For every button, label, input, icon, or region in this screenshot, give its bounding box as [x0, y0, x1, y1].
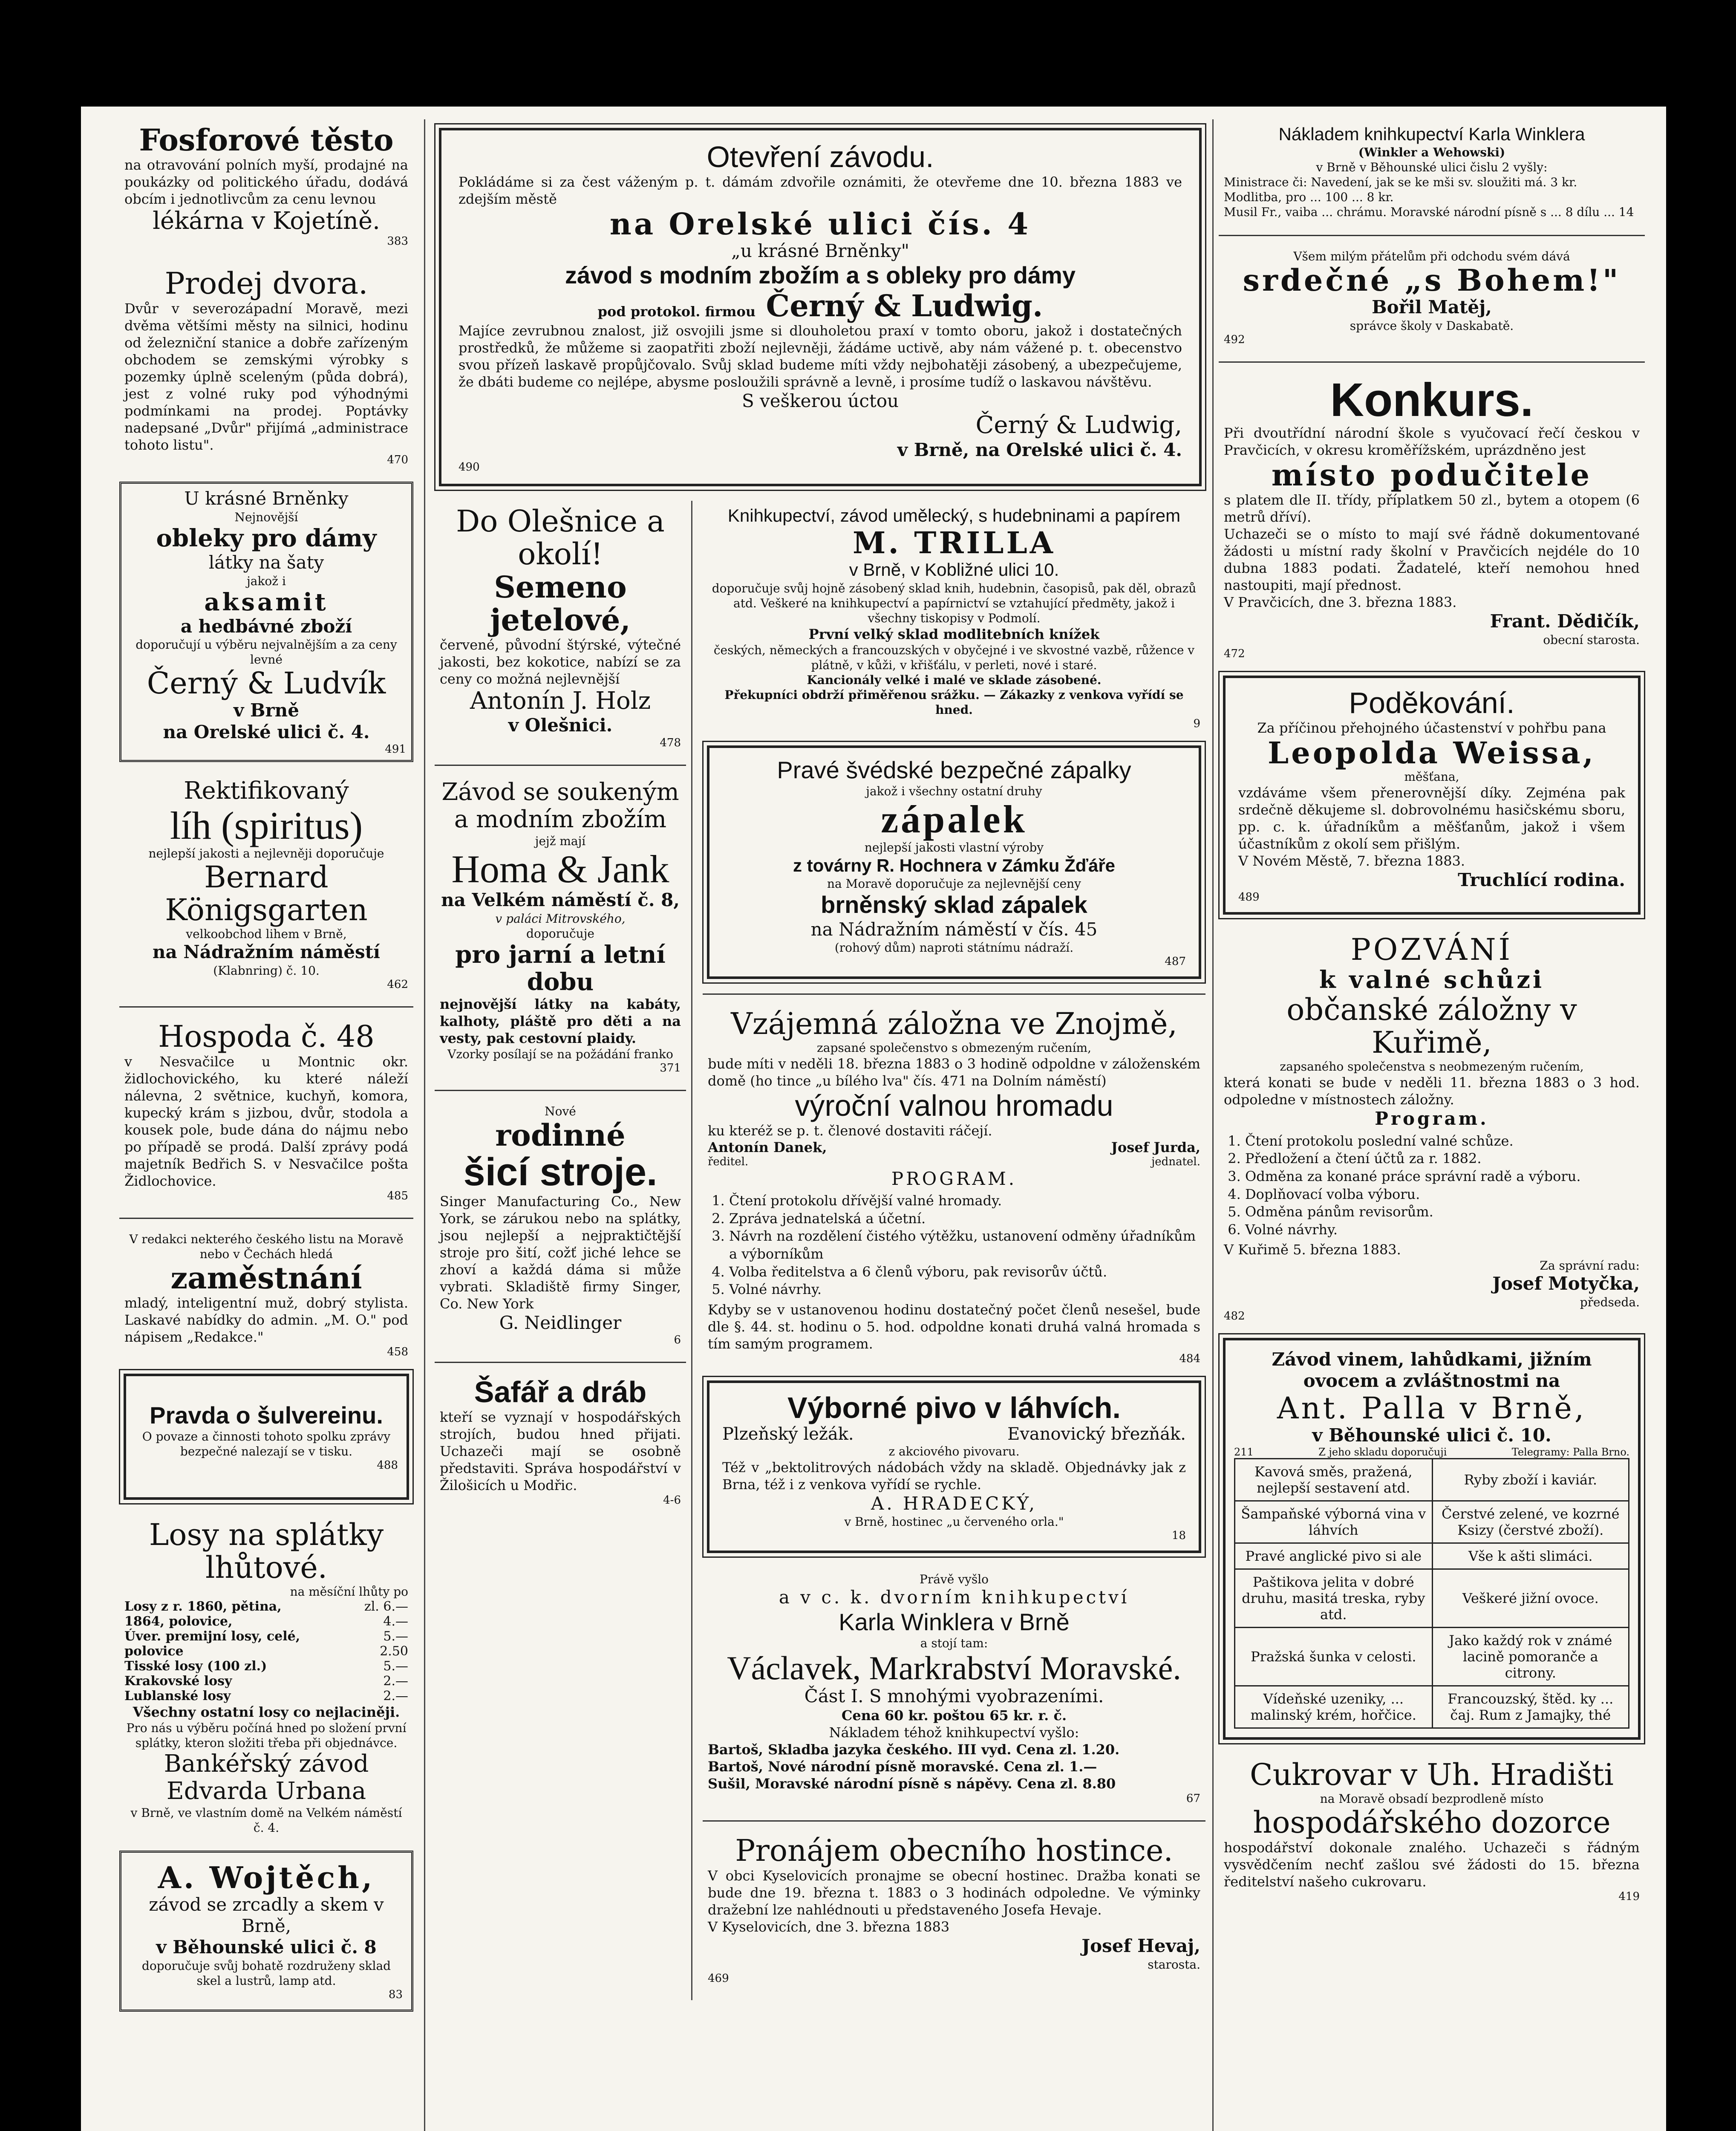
ad-body: bude míti v neděli 18. března 1883 o 3 hodině odpoldne v záloženském domě (ho tince „u bílého lva" čís. 471 na Dolním náměstí) — [708, 1055, 1200, 1089]
ad-firm: Bernard Königsgarten — [165, 860, 368, 928]
ad-number: 482 — [1224, 1309, 1245, 1322]
ad-title: Vzájemná záložna ve Znojmě, — [731, 1006, 1177, 1041]
ad-address: v Brně, ve vlastním domě na Velkém náměstí č. 4. — [130, 1805, 402, 1835]
program-item: 4. Volba ředitelstva a 6 členů výboru, pak revisorův účtů. — [729, 1263, 1200, 1281]
ad-hostinec — [703, 1830, 1205, 1989]
ad-firm: Černý & Ludwig. — [766, 288, 1043, 323]
ad-number: 490 — [459, 460, 480, 474]
ad-line: a modním zbožím — [454, 806, 667, 834]
losy-row — [124, 1659, 408, 1674]
ad-firm: G. Neidlinger — [499, 1312, 622, 1333]
palla-cell: Ryby zboží i kaviár. — [1432, 1458, 1629, 1501]
ad-title: místo podučitele — [1271, 457, 1592, 493]
ad-number: 462 — [387, 978, 408, 991]
ad-pivo — [707, 1380, 1201, 1553]
ad-fosfor — [119, 119, 413, 252]
ad-body: Pokládáme si za čest váženým p. t. dámám zdvořile oznámiti, že otevřeme dne 10. března 1883 ve zdejším městě — [459, 174, 1182, 207]
ad-address: v paláci Mitrovského, — [495, 911, 626, 926]
ad-number: 18 — [1171, 1529, 1186, 1542]
ad-title: Cukrovar v Uh. Hradišti — [1250, 1757, 1614, 1792]
palla-row — [1235, 1501, 1629, 1543]
program-item: 2. Předložení a čtení účtů za r. 1882. — [1245, 1150, 1640, 1168]
ad-line: doporučuje — [526, 926, 594, 941]
ad-line: Všechny ostatní losy co nejlaciněji. — [133, 1704, 400, 1720]
ad-address: na Nádražním náměstí v čís. 45 — [810, 918, 1098, 940]
ad-number: 470 — [387, 453, 408, 467]
column-rule — [1212, 119, 1214, 2131]
ad-line: v Běhounské ulici č. 8 — [156, 1937, 377, 1958]
ad-body: doporučuje svůj bohatě rozdruženy sklad skel a lustrů, lamp atd. — [141, 1958, 391, 1988]
palla-cell: Vídeňské uzeniky, ... malinský krém, hořčice. — [1235, 1686, 1433, 1728]
ad-title: POZVÁNÍ — [1350, 932, 1513, 967]
losy-row — [124, 1629, 408, 1644]
ad-address: (Klabnring) č. 10. — [213, 963, 320, 978]
ad-line: nejlepší jakosti vlastní výroby — [864, 840, 1044, 855]
ad-title: Prodej dvora. — [164, 266, 368, 301]
ad-title: A. Wojtěch, — [158, 1860, 375, 1895]
ad-number: 489 — [1238, 891, 1260, 904]
ad-title: líh (spiritus) — [170, 803, 363, 847]
program-item: 5. Odměna pánům revisorům. — [1245, 1203, 1640, 1221]
ad-body: V obci Kyselovicích pronajme se obecní hostinec. Dražba konati se bude dne 19. března t. 1883 o 3 hodinách odpoledne. Ve výminky dražební lze nahlédnouti u představeného Josefa Hevaje. — [708, 1868, 1200, 1918]
ad-line: jakož i — [247, 574, 286, 588]
ad-body: vzdáváme všem přenerovnější díky. Zejména pak srdečně děkujeme sl. dobrovolnému hasičskému sboru, pp. c. k. úřadníkům a měšťanům, jakož i všem účastníkům z okolí sem přišlým. — [1238, 784, 1625, 852]
ad-dvur — [119, 263, 413, 471]
ad-address: v Brně, v Kobližné ulici 10. — [849, 560, 1059, 580]
divider — [119, 1006, 413, 1008]
palla-cell: Francouzský, štěd. ky ... čaj. Rum z Jamajky, thé — [1432, 1686, 1629, 1728]
ad-naklad — [1219, 119, 1645, 224]
ad-zalozna — [703, 1003, 1205, 1369]
ad-date: V Kuřimě 5. března 1883. — [1224, 1242, 1401, 1258]
ad-heading: PROGRAM. — [891, 1168, 1017, 1189]
ad-body: nejnovější látky na kabáty, kalhoty, pláště pro děti a na vesty, pak cestovní plaidy. — [440, 996, 681, 1047]
program-item: 4. Doplňovací volba výboru. — [1245, 1186, 1640, 1204]
ad-body: nejlepší jakosti a nejlevněji doporučuje — [148, 846, 384, 861]
divider — [435, 1090, 686, 1091]
ad-redakce — [119, 1227, 413, 1363]
ad-line: Nejnovější — [234, 510, 298, 524]
ad-zapalky — [707, 745, 1201, 979]
ad-title: Václavek, Markrabství Moravské. — [727, 1649, 1181, 1687]
ad-signature: Josef Motyčka, — [1492, 1273, 1640, 1294]
ad-body: hospodářství dokonale znalého. Uchazeči s řádným vysvědčením nechť zašlou své žádosti do 15. března ředitelství našeho cukrovaru. — [1224, 1839, 1640, 1890]
ad-number: 6 — [674, 1334, 681, 1347]
program-item: 1. Čtení protokolu poslední valné schůze. — [1245, 1132, 1640, 1150]
ad-number: 484 — [1179, 1352, 1200, 1365]
palla-cell: Pražská šunka v celosti. — [1235, 1627, 1433, 1686]
ad-signature: Frant. Dědičík, — [1490, 611, 1640, 632]
ad-number: 487 — [1165, 955, 1186, 968]
ad-heading: Program. — [1375, 1108, 1489, 1129]
palla-cell: Veškeré jižní ovoce. — [1432, 1569, 1629, 1627]
ad-line: v Brně v Běhounské ulici čislu 2 vyšly: — [1316, 160, 1548, 175]
ad-title: zápalek — [881, 797, 1027, 841]
middle-subcol-left — [435, 501, 692, 2000]
ad-title: Šafář a dráb — [474, 1375, 647, 1409]
book-item: Modlitba, pro ... 100 ... 8 kr. — [1224, 190, 1394, 205]
program-item: 3. Odměna za konané práce správní radě a výboru. — [1245, 1168, 1640, 1186]
ad-line: zapsaného společenstva s neobmezeným ručením, — [1280, 1060, 1584, 1074]
program-item: 2. Zpráva jednatelská a účetní. — [729, 1210, 1200, 1228]
palla-cell: Čerstvé zelené, ve kozrné Ksizy (čerstvé zboží). — [1432, 1501, 1629, 1543]
ad-line: rodinné — [495, 1117, 626, 1153]
ad-hospoda — [119, 1016, 413, 1207]
ad-number: 491 — [385, 743, 406, 756]
ad-line: z akciového pivovaru. — [888, 1444, 1020, 1458]
palla-cell: Vše k ašti slimáci. — [1432, 1543, 1629, 1569]
ad-podekovani — [1223, 676, 1641, 915]
losy-row — [124, 1599, 408, 1614]
program-item: 6. Volné návrhy. — [1245, 1221, 1640, 1239]
ad-body: na otravování polních myší, prodajné na poukázky od politického úřadu, dodává obcím i jednotlivcům za cenu levnou — [124, 157, 408, 207]
losy-value: 2.— — [383, 1673, 408, 1689]
losy-value: 2.50 — [380, 1643, 408, 1659]
ad-trilla — [703, 501, 1205, 734]
ad-line: na Moravě obsadí bezprodleně místo — [1320, 1791, 1544, 1806]
ad-signature: Josef Hevaj, — [1081, 1935, 1200, 1957]
ad-title: brněnský sklad zápalek — [821, 891, 1087, 918]
ad-line: v Brně — [234, 700, 299, 721]
ad-address: na Velkém náměstí č. 8, — [441, 889, 680, 911]
ad-line: Pro nás u výběru počíná hned po složení první splátky, kteron složiti třeba při objednávce. — [126, 1721, 407, 1750]
ad-line: Za příčinou přehojného účastenství v pohřbu pana — [1257, 719, 1606, 736]
ad-body: Singer Manufacturing Co., New York, se zárukou nebo na splátky, jsou nejlepší a nejpraktičtější stroje pro šití, cožť jiché lehce se zhoví a každá dáma si může vybrati. Skladiště firmy Singer, Co. New York — [440, 1193, 681, 1312]
palla-row — [1235, 1458, 1629, 1501]
ad-body: Dvůr v severozápadní Moravě, mezi dvěma většími městy na silnici, hodinu od železniční stanice a dobře zařízeným obchodem se zemskými výrobky s pozemky úplně sceleným (půda dobrá), jest z volné ruky pod výhodnými podmínkami na prodej. Poptávky nadepsané „Dvůr" přijímá „administrace tohoto listu". — [124, 300, 408, 453]
ad-signature: Josef Jurda, — [1111, 1139, 1200, 1155]
ad-line: jakož i všechny ostatní druhy — [866, 784, 1042, 799]
ad-body: v Nesvačilce u Montnic okr. židlochovického, ku které náleží nálevna, 2 světnice, kuchyň, komora, kupecký krám s jizbou, dvůr, stodola a kousek pole, bude dána do nájmu nebo po případě se prodá. Další zprávy podá majetník Bedřich S. v Nesvačilce pošta Židlochovice. — [124, 1053, 408, 1189]
ad-number: 485 — [387, 1189, 408, 1202]
ad-number: 472 — [1224, 647, 1245, 660]
palla-cell: Šampaňské výborná vina v láhvích — [1235, 1501, 1433, 1543]
ad-date: V Novém Městě, 7. března 1883. — [1238, 852, 1465, 869]
book-item: Ministrace či: Navedení, jak se ke mši sv. sloužiti má. 3 kr. — [1224, 175, 1577, 190]
ad-olesnice — [435, 501, 686, 754]
ad-line: látky na šaty — [208, 552, 324, 573]
losy-name: Losy z r. 1860, pětina, — [124, 1599, 282, 1614]
ad-title: Poděkování. — [1349, 686, 1515, 719]
ad-heading: U krásné Brněnky — [184, 488, 349, 509]
ad-body: mladý, inteligentní muž, dobrý stylista. Laskavé nabídky do admin. „M. O." pod nápisem „Redakce." — [124, 1294, 408, 1345]
ad-body: která konati se bude v neděli 11. března 1883 o 3 hod. odpoledne v místnostech záložny. — [1224, 1074, 1640, 1108]
ad-line: Nové — [545, 1104, 576, 1119]
palla-cell: Pravé anglické pivo si ale — [1235, 1543, 1433, 1569]
losy-row — [124, 1674, 408, 1689]
ad-number: 458 — [387, 1345, 408, 1358]
ad-line: obleky pro dámy — [156, 524, 377, 552]
ad-number: 492 — [1224, 333, 1245, 346]
program-item: 5. Volné návrhy. — [729, 1281, 1200, 1299]
ad-title: srdečné „s Bohem!" — [1243, 263, 1621, 298]
ad-ukrasne — [119, 482, 413, 762]
losy-value: 4.— — [383, 1614, 408, 1629]
ad-line: Část I. S mnohými vyobrazeními. — [804, 1685, 1104, 1707]
losy-value: 2.— — [383, 1688, 408, 1704]
ad-line: Překupníci obdrží přiměřenou srážku. — Zákazky z venkova vyřídí se hned. — [724, 687, 1184, 717]
ad-body: českých, německých a francouzských v obyčejné i ve skvostné vazbě, růžence v plátně, v kůži, v křišťálu, v perleti, nové i staré. — [713, 643, 1195, 672]
ad-line: Závod vinem, lahůdkami, jižním ovocem a zvláštnostmi na — [1272, 1348, 1592, 1392]
ad-line: z továrny R. Hochnera v Zámku Žďáře — [793, 855, 1116, 875]
losy-value: 5.— — [383, 1658, 408, 1674]
ad-number: 211 — [1234, 1446, 1254, 1458]
ad-otevreni — [439, 128, 1202, 486]
ad-firm: Ant. Palla v Brně, — [1277, 1390, 1587, 1426]
ad-signature: Černý & Ludwig, — [975, 411, 1182, 439]
ad-title: Leopolda Weissa, — [1268, 735, 1596, 771]
losy-row — [124, 1689, 408, 1704]
ad-line: starosta. — [1148, 1957, 1200, 1972]
ad-line: a stojí tam: — [920, 1636, 988, 1651]
ad-body: Též v „bektolitrových nádobách vždy na skladě. Objednávky jak z Brna, též i z venkova vyřídí se rychle. — [722, 1459, 1186, 1493]
losy-name: Krakovské losy — [124, 1673, 232, 1689]
ad-title: hospodářského dozorce — [1253, 1805, 1611, 1840]
divider — [435, 765, 686, 766]
ad-firm: M. TRILLA — [853, 525, 1055, 561]
ad-body: V redakci nekterého českého listu na Moravě nebo v Čechách hledá — [129, 1232, 404, 1261]
ad-address: v Běhounské ulici č. 10. — [1312, 1424, 1551, 1446]
losy-name: 1864, polovice, — [124, 1614, 233, 1629]
program-list — [1245, 1132, 1640, 1239]
ad-body: Kdyby se v ustanovenou hodinu dostatečný počet členů nesešel, bude dle §. 44. st. hodinu o 5. hod. odpoldne konati druhá valná hromada s tím samým programem. — [708, 1301, 1200, 1352]
ad-line: (Winkler a Wehowski) — [1358, 145, 1505, 160]
ad-title: Losy na splátky lhůtové. — [149, 1517, 384, 1585]
ad-signature: Antonín Danek, — [708, 1139, 827, 1155]
ad-title: Fosforové těsto — [139, 122, 394, 158]
divider — [119, 1218, 413, 1219]
palla-cell: Jako každý rok v známé lacině pomoranče a citrony. — [1432, 1627, 1629, 1686]
ad-body: O povaze a činnosti tohoto spolku zprávy bezpečné nalezají se v tisku. — [142, 1429, 391, 1458]
ad-safar — [435, 1372, 686, 1511]
column-middle — [435, 119, 1206, 2000]
ad-body: doporučuje svůj hojně zásobený sklad knih, hudebnin, časopisů, pak děl, obrazů atd. Veškeré na knihkupectví a papírnictví se vztahující předměty, jakož i všechny tiskopisy v Podmolí. — [712, 581, 1197, 625]
ad-address: v Brně, hostinec „u červeného orla." — [844, 1515, 1064, 1529]
ad-line: závod s modním zbožím a s obleky pro dámy — [565, 262, 1076, 289]
ad-cukrovar — [1219, 1754, 1645, 1907]
ad-number: 9 — [1193, 717, 1200, 730]
book-item: Bartoš, Nové národní písně moravské. Cena zl. 1.— — [708, 1759, 1097, 1775]
palla-row — [1235, 1569, 1629, 1627]
ad-line: na měsíční lhůty po — [290, 1584, 408, 1599]
ad-firm: Antonín J. Holz — [470, 687, 651, 715]
divider — [1219, 361, 1645, 363]
ad-line: Závod se soukeným — [441, 778, 679, 806]
ad-title: Pravé švédské bezpečné zápalky — [777, 756, 1131, 783]
ad-wojtech — [119, 1851, 413, 2012]
ad-title: šicí stroje. — [463, 1150, 657, 1194]
ad-firm: A. HRADECKÝ, — [871, 1493, 1037, 1514]
book-item: Bartoš, Skladba jazyka českého. III vyd. Cena zl. 1.20. — [708, 1741, 1120, 1758]
ad-title: občanské záložny v Kuřimě, — [1286, 992, 1577, 1060]
ad-body: kteří se vyznají v hospodářských strojích, budou hned přijati. Uchazeči mají se osobně představiti. Správa hospodářství v Žilošicích u Modřic. — [440, 1409, 681, 1494]
ad-title: Pronájem obecního hostince. — [735, 1833, 1173, 1868]
ad-title: Nákladem knihkupectví Karla Winklera — [1278, 124, 1585, 144]
ad-number: 371 — [660, 1062, 681, 1075]
ad-line: Právě vyšlo — [919, 1572, 989, 1587]
ad-line: Všem milým přátelům při odchodu svém dává — [1293, 249, 1570, 264]
ad-title: Otevření závodu. — [707, 140, 934, 173]
losy-value: zl. 6.— — [364, 1599, 408, 1614]
ad-address: na Orelské ulici č. 4. — [163, 721, 370, 742]
middle-subcol-right — [703, 501, 1205, 2000]
ad-line: S veškerou úctou — [741, 390, 899, 411]
ad-body: Při dvoutřídní národní škole s vyučovací řečí českou v Pravčicích, v okresu kroměřížském, uprázdněno jest — [1224, 425, 1640, 459]
ad-losy — [119, 1514, 413, 1839]
ad-number: 4-6 — [663, 1494, 681, 1507]
losy-list — [124, 1599, 408, 1704]
program-list — [729, 1192, 1200, 1299]
ad-address: na Orelské ulici čís. 4 — [609, 206, 1031, 242]
ad-line: jednatel. — [1151, 1155, 1200, 1168]
ad-line: „u krásné Brněnky" — [731, 240, 909, 261]
ad-line: obecní starosta. — [1543, 632, 1640, 647]
ad-firm: Homa & Jank — [451, 847, 669, 891]
divider — [1219, 235, 1645, 236]
middle-split — [435, 501, 1206, 2000]
divider — [435, 1362, 686, 1363]
losy-value: 5.— — [383, 1629, 408, 1644]
ad-signature: Truchlící rodina. — [1458, 869, 1625, 890]
newspaper-page — [81, 107, 1666, 2131]
ad-body: Uchazeči se o místo to mají své řádně dokumentované žádosti u místní rady školní v Pravčicích nejdéle do 10 dubna 1883 podati. Žadatelé, kteří nemohou hned nastoupiti, mají přednost. — [1224, 526, 1640, 594]
ad-pravda — [124, 1374, 409, 1500]
ad-palla — [1223, 1338, 1641, 1740]
palla-row — [1235, 1686, 1629, 1728]
ad-number: 488 — [377, 1458, 398, 1472]
ad-line: a v c. k. dvorním knihkupectví — [779, 1587, 1130, 1608]
ad-line: aksamit — [204, 588, 329, 616]
ad-line: Za správní radu: — [1540, 1259, 1640, 1273]
ad-subtitle: k valné schůzi — [1319, 966, 1545, 994]
ad-line: První velký sklad modlitebních knížek — [808, 626, 1100, 642]
book-item: Musil Fr., vaiba ... chrámu. Moravské národní písně s ... 8 dílu ... 14 — [1224, 205, 1634, 219]
losy-name: Lublanské losy — [124, 1688, 231, 1704]
ad-number: 383 — [387, 235, 408, 248]
ad-date: V Kyselovicích, dne 3. března 1883 — [708, 1919, 950, 1935]
ad-body: s platem dle II. třídy, příplatkem 50 zl., bytem a otopem (6 metrů dříví). — [1224, 492, 1640, 526]
ad-title: Rektifikovaný — [184, 777, 349, 805]
ad-line: Plzeňský ležák. — [722, 1424, 854, 1444]
ad-bohem — [1219, 245, 1645, 350]
ad-address: v Brně, na Orelské ulici č. 4. — [897, 439, 1182, 460]
ad-line: předseda. — [1580, 1295, 1640, 1309]
ad-address: (rohový dům) naproti státnímu nádraží. — [834, 940, 1074, 955]
palla-row — [1235, 1543, 1629, 1569]
ad-line: na Moravě doporučuje za nejlevnější ceny — [827, 877, 1081, 891]
ad-address: v Olešnici. — [508, 715, 613, 736]
column-rule — [424, 119, 425, 2131]
losy-row — [124, 1614, 408, 1629]
losy-name: Úver. premijní losy, celé, — [124, 1629, 300, 1644]
ad-line: pod protokol. firmou — [597, 303, 756, 320]
ad-line: měšťana, — [1404, 769, 1459, 784]
ad-line: správce školy v Daskabatě. — [1350, 318, 1514, 333]
ad-address: na Nádražním náměstí — [152, 941, 380, 963]
ad-line: závod se zrcadly a skem v Brně, — [149, 1894, 384, 1937]
ad-body: ku kteréž se p. t. členové dostaviti ráčejí. — [708, 1122, 992, 1139]
ad-number: 83 — [388, 1988, 403, 2001]
ad-number: 469 — [708, 1972, 729, 1985]
ad-line: Kancionály velké i malé ve sklade zásobené. — [807, 673, 1102, 687]
ad-heading: Knihkupectví, závod umělecký, s hudebninami a papírem — [727, 505, 1181, 526]
losy-row — [124, 1644, 408, 1659]
ad-pozvani — [1219, 929, 1645, 1327]
ad-title: Výborné pivo v láhvích. — [787, 1391, 1121, 1424]
losy-name: polovice — [124, 1643, 184, 1659]
ad-title: Hospoda č. 48 — [158, 1019, 375, 1054]
column-right — [1219, 119, 1645, 1918]
ad-lih — [119, 773, 413, 995]
ad-title: výroční valnou hromadu — [795, 1089, 1113, 1122]
palla-cell: Kavová směs, pražená, nejlepší sestavení atd. — [1235, 1458, 1433, 1501]
ad-title: Konkurs. — [1330, 373, 1534, 426]
losy-name: Tisské losy (100 zl.) — [124, 1658, 267, 1674]
ad-winkler — [703, 1568, 1205, 1809]
ad-body: Vzorky posílají se na požádání franko — [447, 1047, 673, 1062]
ad-line: Cena 60 kr. poštou 65 kr. r. č. — [841, 1707, 1067, 1724]
ad-firm: Černý & Ludvík — [147, 666, 386, 701]
palla-cell: Paštikova jelita v dobré druhu, masitá treska, ryby atd. — [1235, 1569, 1433, 1627]
ad-line: pro jarní a letní dobu — [455, 940, 666, 996]
ad-number: 67 — [1186, 1792, 1200, 1805]
ad-line: Evanovický březňák. — [1007, 1424, 1186, 1444]
ad-date: V Pravčicích, dne 3. března 1883. — [1224, 594, 1457, 611]
ad-line: Z jeho skladu doporučuji — [1318, 1446, 1447, 1458]
ad-konkurs — [1219, 371, 1645, 664]
ad-firm: Karla Winklera v Brně — [839, 1608, 1070, 1635]
ad-subtitle: Semeno jetelové, — [490, 569, 631, 638]
ad-signature: lékárna v Kojetíně. — [153, 207, 380, 235]
ad-number: 419 — [1618, 1890, 1640, 1903]
ad-signature: Bořil Matěj, — [1372, 297, 1492, 318]
ad-title: Do Olešnice a okolí! — [456, 503, 665, 572]
ad-line: ředitel. — [708, 1155, 749, 1168]
column-left — [119, 119, 413, 2023]
ad-soukeny — [435, 774, 686, 1079]
ad-firm: Bankéřský závod Edvarda Urbana — [164, 1750, 369, 1805]
ad-body: Majíce zevrubnou znalost, již osvojili jsme si dlouholetou praxí v tomto oboru, jakož i dostatečných prostředků, že můžeme si zaopatřiti zboží nejlevněji, žádáme uctivě, aby nám vážené p. t. obecenstvo svou přízeň laskavě propůjčovalo. Svůj sklad budeme míti vždy nejbohatěji zásobený, a ubezpečujeme, že dbáti budeme co nejlépe, abysme posloužili správně a levně, i prosíme tudíž o laskavou návštěvu. — [459, 322, 1182, 390]
ad-stroje — [435, 1100, 686, 1351]
divider — [703, 993, 1205, 995]
ad-line: zapsané společenstvo s obmezeným ručením, — [817, 1040, 1091, 1055]
ad-title: zaměstnání — [170, 1260, 362, 1296]
divider — [703, 1820, 1205, 1822]
ad-number: 478 — [660, 736, 681, 749]
ad-title: Pravda o šulvereinu. — [150, 1401, 383, 1429]
palla-table — [1234, 1458, 1629, 1729]
program-item: 3. Návrh na rozdělení čistého výtěžku, ustanovení odměny úřadníkům a výborníkům — [729, 1227, 1200, 1263]
ad-line: doporučují u výběru nejvalnějším a za ceny levné — [136, 638, 397, 667]
program-item: 1. Čtení protokolu dřívější valné hromady. — [729, 1192, 1200, 1210]
book-item: Sušil, Moravské národní písně s nápěvy. Cena zl. 8.80 — [708, 1776, 1116, 1792]
ad-line: jejž mají — [535, 834, 586, 848]
ad-line: Nákladem téhož knihkupectví vyšlo: — [829, 1724, 1079, 1741]
ad-line: Telegramy: Palla Brno. — [1511, 1446, 1629, 1458]
ad-body: červené, původní štýrské, výtečné jakosti, bez kokotice, nabízí se za ceny co možná nejlevnější — [440, 636, 681, 687]
ad-body: velkoobchod lihem v Brně, — [186, 927, 347, 941]
ad-line: a hedbávné zboží — [180, 615, 352, 637]
palla-row — [1235, 1627, 1629, 1686]
